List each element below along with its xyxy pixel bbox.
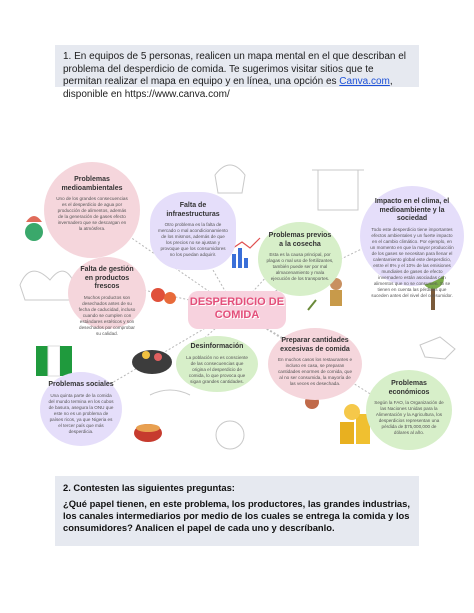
node-desinformacion: Desinformación La población no es consciente de las consecuencias que origina el desperdicio de comida, lo que provoca que sigan grandes cantidades. <box>176 336 258 392</box>
food-pot-icon <box>134 424 162 442</box>
question-1-text-end: , disponible en https://www.canva.com/ <box>63 76 393 100</box>
fish-bone-sketch-icon <box>420 337 455 359</box>
node-impacto-clima: Impacto en el clima, el medioambiente y la sociedad Todo este desperdicio tiene importantes efectos ambientales y un fuerte impacto en el cambio climático. Por ejemplo, en un momento en que la mayor producción de los gases se necesitan para llenar el calentamiento global este desperdicio, entre el 8% y el 10% de las emisiones mundiales de gases de efecto invernadero están asociadas con alimentos que no se consumen. Si se tienen en cuenta las pérdidas que suceden antes del nivel del consumidor. <box>360 186 464 286</box>
burger-sketch-icon <box>215 165 245 193</box>
question-1-panel <box>55 45 419 100</box>
question-2-title: 2. Contesten las siguientes preguntas: <box>63 482 235 493</box>
bread-sketch-icon <box>20 271 75 300</box>
trash-can-sketch-icon <box>312 170 364 210</box>
apple-sketch-icon <box>216 421 244 449</box>
node-falta-infraestructuras: Falta de infraestructuras Otro problema es la falta de mercado o mal acondicionamiento de los mismos, además de que los precios no se ajustan y provoque que los consumidores no los puedan adquirir. <box>150 192 236 270</box>
mindmap-title: DESPERDICIO DE COMIDA <box>188 291 286 329</box>
node-falta-gestion-productos-frescos: Falta de gestión en productos frescos Muchos productos son desechados antes de su fecha de caducidad, incluso cuando se cumplen con estándares estéticos y son desechados por comprobar su calidad. <box>68 257 146 329</box>
globe-icon <box>25 216 43 241</box>
sketch-line-icon <box>150 390 190 395</box>
garbage-bag-icon <box>132 350 172 374</box>
canva-link[interactable]: Canva.com <box>339 76 390 87</box>
node-problemas-medioambientales: Problemas medioambientales Uno de los grandes consecuencias es el desperdicio de agua por producción de alimentos, además de la generación de gases efecto invernadero que se descargan en la atmósfera. <box>44 162 140 258</box>
nigeria-flag-icon <box>36 346 72 376</box>
node-problemas-sociales: Problemas sociales Una quinta parte de la comida del mundo termina en los cubos de basura, asegura la ONU que este no es un problema de países ricos, ya que Nigeria es el tercer país que más desperdicia. <box>40 372 122 446</box>
question-1-text: 1. En equipos de 5 personas, realicen un mapa mental en el que describan el problema del desperdicio de comida. Te sugerimos visitar sitios que te permitan realizar el mapa en equipo y en línea, una opción es <box>63 51 407 87</box>
node-problemas-economicos: Problemas económicos Según la FAO, la Organización de las Naciones Unidas para la Alimentación y la Agricultura, los desperdicios representan una pérdida de $75,000,000 de dólares al año. <box>366 370 452 450</box>
tomatoes-icon <box>151 288 176 304</box>
question-2-panel <box>55 476 419 546</box>
node-preparar-cantidades: Preparar cantidades excesivas de comida En muchos casos los restaurantes e incluso en casa, se preparan cantidades enormes de comida, que al no ser consumida, la mayoría de las veces es desechada. <box>268 328 362 400</box>
node-problemas-previos-cosecha: Problemas previos a la cosecha Esta es la causa principal, por plagas o mal uso de fertilizantes, también puede ser por mal almacenamiento y mala ejecución de los transportes. <box>258 222 342 296</box>
question-2-text: ¿Qué papel tienen, en este problema, los productores, las grandes industrias, los canales intermediarios por medio de los cuales se entrega la comida y los consumidores? Analicen el papel de cada uno y descríbanlo. <box>63 498 410 533</box>
